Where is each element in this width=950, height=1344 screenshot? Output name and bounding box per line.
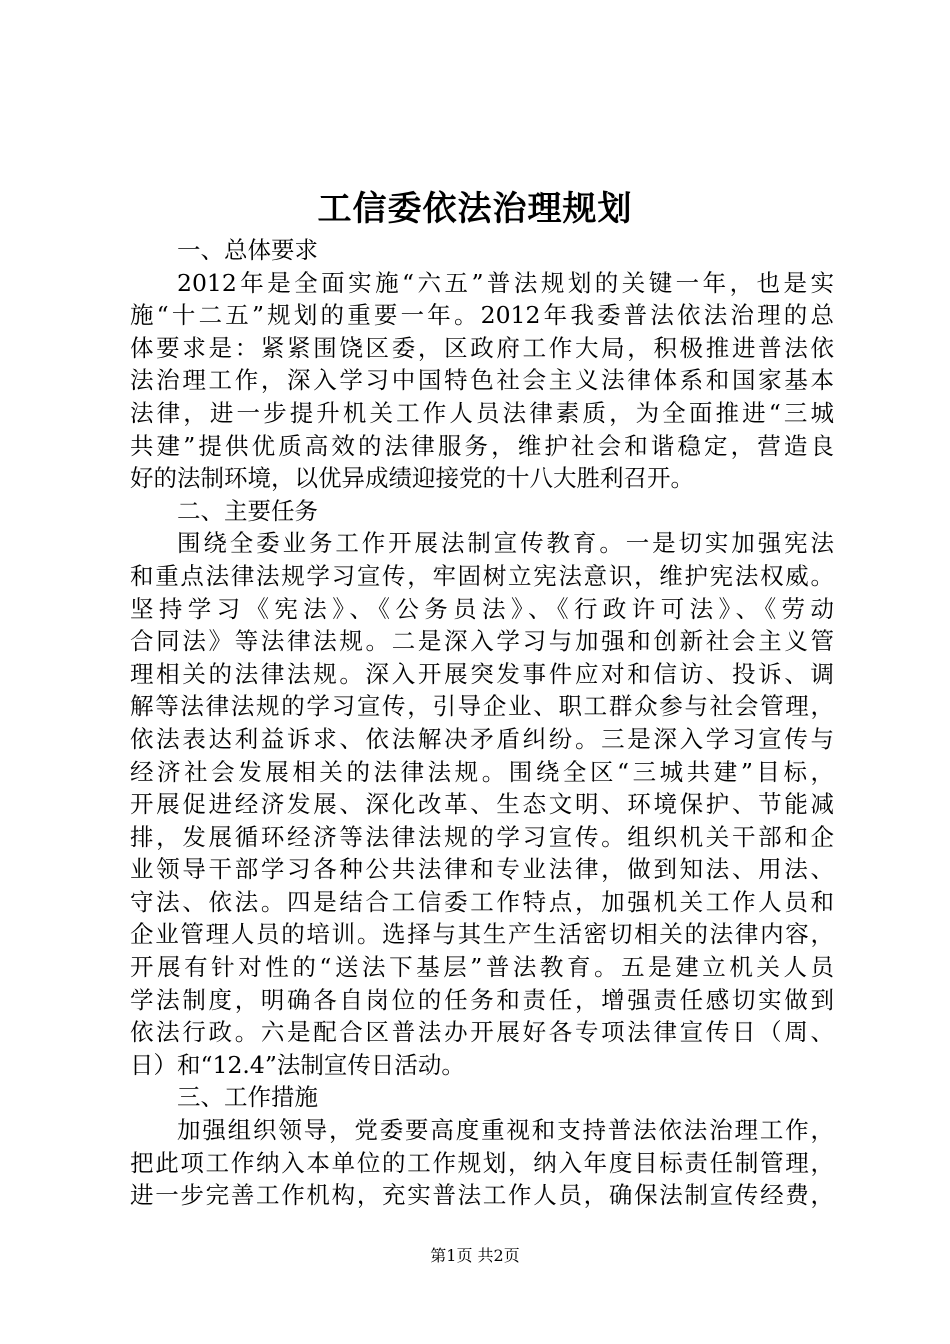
paragraph-line: 进一步完善工作机构，充实普法工作人员，确保法制宣传经费，	[130, 1181, 834, 1210]
section-heading: 二、主要任务	[177, 496, 318, 525]
document-title: 工信委依法治理规划	[317, 189, 633, 229]
page-footer: 第1页 共2页	[430, 1246, 520, 1265]
paragraph-line: 开展有针对性的“送法下基层”普法教育。五是建立机关人员	[130, 953, 834, 982]
paragraph-line: 坚持学习《宪法》、《公务员法》、《行政许可法》、《劳动	[130, 594, 834, 623]
paragraph-line: 依法行政。六是配合区普法办开展好各专项法律宣传日（周、	[130, 1018, 834, 1047]
paragraph-line: 把此项工作纳入本单位的工作规划，纳入年度目标责任制管理，	[130, 1148, 834, 1177]
paragraph-line: 2012年是全面实施“六五”普法规划的关键一年，也是实	[177, 268, 834, 297]
paragraph-line: 排，发展循环经济等法律法规的学习宣传。组织机关干部和企	[130, 822, 834, 851]
paragraph-line: 体要求是：紧紧围饶区委，区政府工作大局，积极推进普法依	[130, 333, 834, 362]
paragraph-line: 经济社会发展相关的法律法规。围绕全区“三城共建”目标，	[130, 757, 834, 786]
paragraph-line: 依法表达利益诉求、依法解决矛盾纠纷。三是深入学习宣传与	[130, 724, 834, 753]
paragraph-line: 好的法制环境，以优异成绩迎接党的十八大胜利召开。	[130, 464, 694, 493]
paragraph-line: 围绕全委业务工作开展法制宣传教育。一是切实加强宪法	[177, 529, 834, 558]
paragraph-line: 法律，进一步提升机关工作人员法律素质，为全面推进“三城	[130, 398, 834, 427]
paragraph-line: 施“十二五”规划的重要一年。2012年我委普法依法治理的总	[130, 301, 834, 330]
paragraph-line: 法治理工作，深入学习中国特色社会主义法律体系和国家基本	[130, 366, 834, 395]
paragraph-line: 守法、依法。四是结合工信委工作特点，加强机关工作人员和	[130, 887, 834, 916]
paragraph-line: 和重点法律法规学习宣传，牢固树立宪法意识，维护宪法权威。	[130, 561, 834, 590]
document-body	[130, 234, 834, 1212]
paragraph-line: 合同法》等法律法规。二是深入学习与加强和创新社会主义管	[130, 627, 834, 656]
section-heading: 一、总体要求	[177, 236, 318, 264]
paragraph-line: 学法制度，明确各自岗位的任务和责任，增强责任感切实做到	[130, 985, 834, 1014]
section-heading: 三、工作措施	[177, 1083, 318, 1112]
paragraph-line: 企业管理人员的培训。选择与其生产生活密切相关的法律内容，	[130, 920, 834, 949]
paragraph-line: 业领导干部学习各种公共法律和专业法律，做到知法、用法、	[130, 855, 834, 884]
paragraph-line: 解等法律法规的学习宣传，引导企业、职工群众参与社会管理，	[130, 692, 834, 721]
paragraph-line: 理相关的法律法规。深入开展突发事件应对和信访、投诉、调	[130, 659, 834, 688]
paragraph-line: 开展促进经济发展、深化改革、生态文明、环境保护、节能减	[130, 790, 834, 819]
paragraph-line: 共建”提供优质高效的法律服务，维护社会和谐稳定，营造良	[130, 431, 834, 460]
paragraph-line: 日）和“12.4”法制宣传日活动。	[130, 1050, 465, 1079]
paragraph-line: 加强组织领导，党委要高度重视和支持普法依法治理工作，	[177, 1116, 834, 1145]
